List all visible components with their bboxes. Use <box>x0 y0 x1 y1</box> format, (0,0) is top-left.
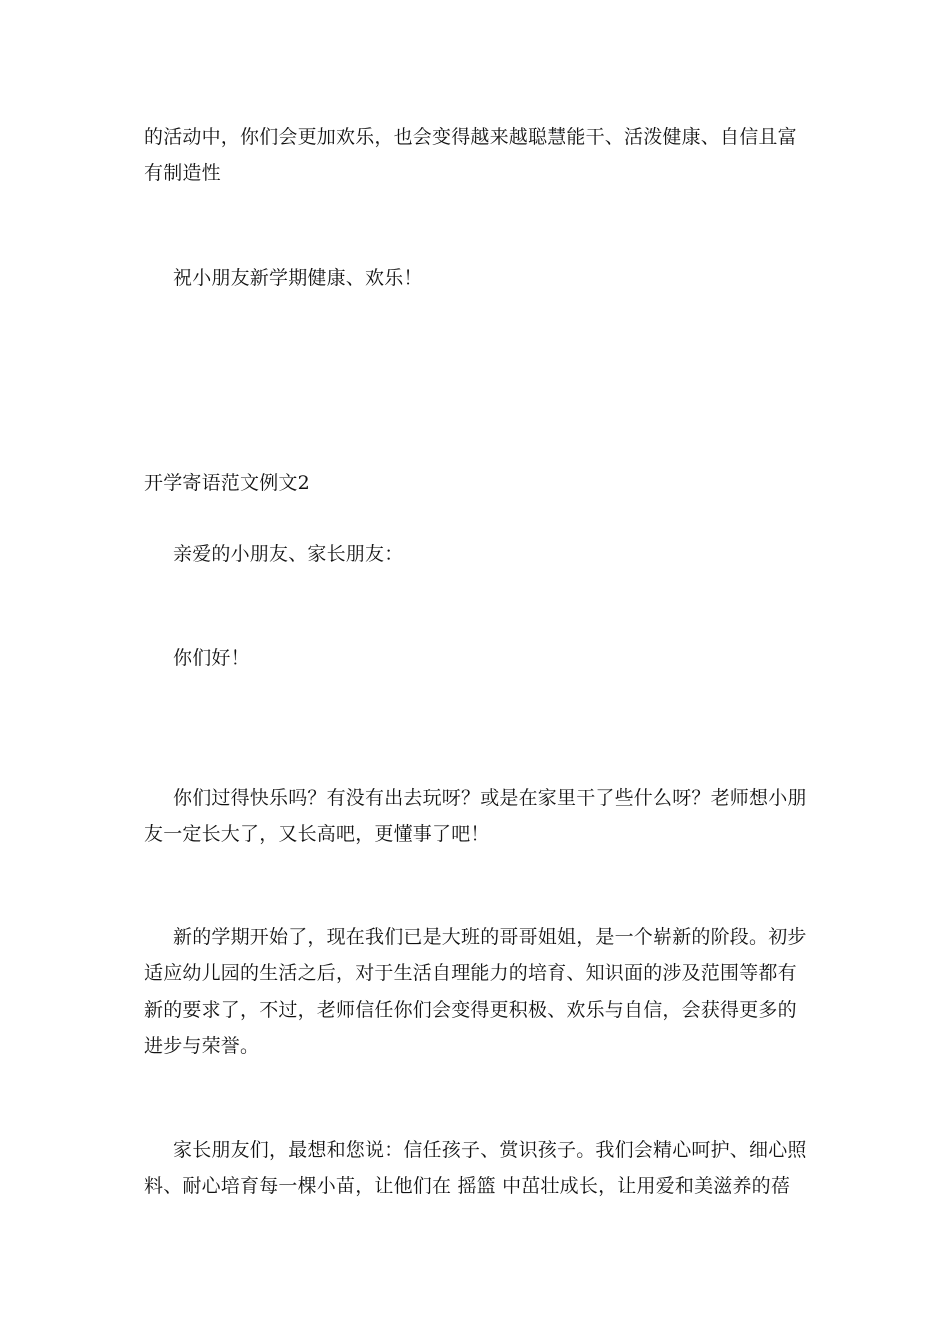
salutation-line: 亲爱的小朋友、家长朋友： <box>173 543 404 565</box>
paragraph-line: 的活动中，你们会更加欢乐，也会变得越来越聪慧能干、活泼健康、自信且富 <box>144 126 797 148</box>
paragraph-line: 你们过得快乐吗？有没有出去玩呀？或是在家里干了些什么呀？老师想小朋 <box>173 787 807 809</box>
paragraph-line: 适应幼儿园的生活之后，对于生活自理能力的培育、知识面的涉及范围等都有 <box>144 962 797 984</box>
paragraph-line: 家长朋友们，最想和您说：信任孩子、赏识孩子。我们会精心呵护、细心照 <box>173 1139 807 1161</box>
hello-line: 你们好！ <box>173 647 250 669</box>
greeting-wish-line: 祝小朋友新学期健康、欢乐！ <box>173 267 423 289</box>
paragraph-line: 料、耐心培育每一棵小苗，让他们在 摇篮 中茁壮成长，让用爱和美滋养的蓓 <box>144 1175 791 1197</box>
paragraph-line: 新的要求了，不过，老师信任你们会变得更积极、欢乐与自信，会获得更多的 <box>144 999 797 1021</box>
paragraph-line: 友一定长大了，又长高吧，更懂事了吧！ <box>144 823 490 845</box>
paragraph-line: 有制造性 <box>144 162 221 184</box>
section-heading: 开学寄语范文例文2 <box>144 472 310 494</box>
paragraph-line: 新的学期开始了，现在我们已是大班的哥哥姐姐，是一个崭新的阶段。初步 <box>173 926 807 948</box>
paragraph-line: 进步与荣誉。 <box>144 1035 260 1057</box>
